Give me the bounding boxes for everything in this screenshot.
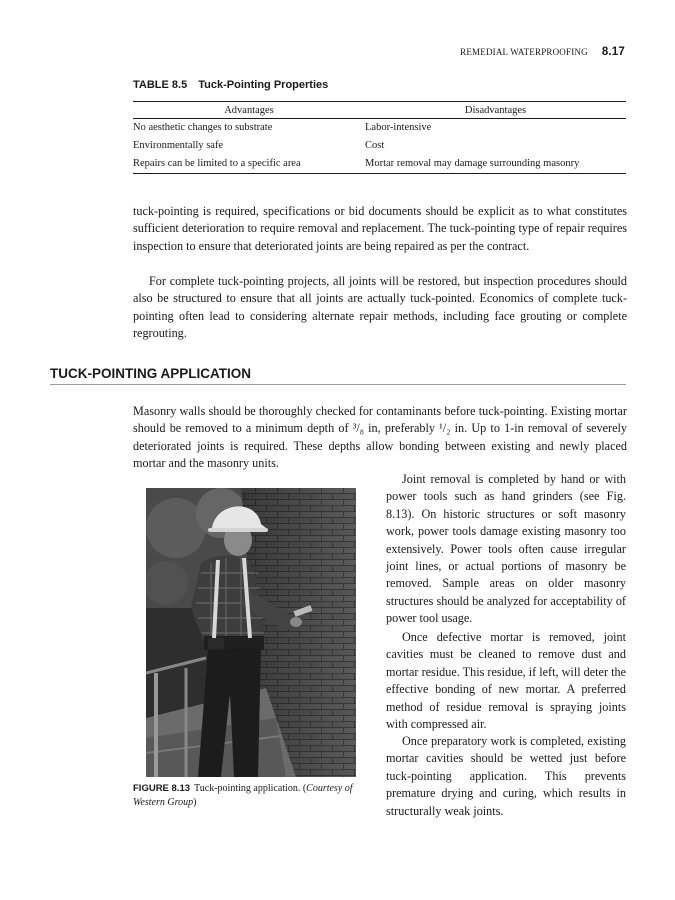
table-label: TABLE 8.5 [133, 79, 188, 91]
table-caption: Tuck-Pointing Properties [198, 79, 329, 91]
table-cell: Repairs can be limited to a specific area [133, 155, 365, 174]
figure-photo [146, 488, 356, 777]
body-paragraph: Joint removal is completed by hand or with power tools such as hand grinders (see Fig. 8.13). On historic structures or soft masonry work, power tools damage existing masonry too extensively. Power tools often cause irregular joint lines, or actual portions of masonry be removed. Sample areas on older masonry structures should be analyzed for acceptability of power tool usage. [386, 472, 626, 626]
figure-caption [133, 782, 383, 810]
table-cell: No aesthetic changes to substrate [133, 122, 273, 133]
body-paragraph: tuck-pointing is required, specifications or bid documents should be explicit as to what constitutes sufficient deterioration to require removal and replacement. The tuck-pointing type of repair requires inspection to ensure that deteriorated joints are being repaired as per the contract. [133, 204, 627, 253]
figure-caption-end: ) [193, 797, 197, 808]
body-paragraph: Once preparatory work is completed, existing mortar cavities should be wetted just before tuck-pointing application. This prevents premature drying and curing, which results in structurally weak joints. [386, 734, 626, 818]
table-cell: Cost [365, 140, 385, 151]
running-header-section: REMEDIAL WATERPROOFING [460, 47, 588, 57]
table-row [133, 155, 626, 174]
table-cell: Mortar removal may damage surrounding masonry [365, 155, 626, 174]
table-cell: Labor-intensive [365, 122, 432, 133]
page-number: 8.17 [601, 46, 625, 58]
table-title [133, 79, 328, 91]
body-paragraph: Masonry walls should be thoroughly checked for contaminants before tuck-pointing. Existing mortar should be removed to a minimum depth of ³/₈ in, preferably ¹/₂ in. Up to 1-in removal of severely deteriorated joints is required. These depths allow bonding between existing and newly placed mortar and the masonry units. [133, 404, 627, 471]
figure-credit: Courtesy of Western Group [133, 783, 353, 808]
figure-caption-text: Tuck-pointing application. ( [194, 783, 307, 794]
figure-label: FIGURE 8.13 [133, 783, 191, 794]
body-paragraph: For complete tuck-pointing projects, all joints will be restored, but inspection procedures should also be structured to ensure that all joints are actually tuck-pointed. Economics of complete tuck-pointing often lead to considering alternate repair methods, including face grouting or complete regrouting. [133, 274, 627, 341]
section-heading: TUCK-POINTING APPLICATION [50, 366, 626, 385]
table-row [133, 119, 626, 138]
table-row [133, 137, 626, 155]
body-paragraph: Once defective mortar is removed, joint cavities must be cleaned to remove dust and mortar residue. This residue, if left, will deter the effective bonding of new mortar. A preferred method of residue removal is spraying joints with compressed air. [386, 630, 626, 732]
table-header-row [133, 102, 626, 119]
table-cell: Environmentally safe [133, 140, 224, 151]
column-header-disadvantages: Disadvantages [365, 102, 626, 119]
properties-table [133, 101, 626, 174]
column-header-advantages: Advantages [133, 102, 365, 119]
running-header [460, 46, 625, 58]
